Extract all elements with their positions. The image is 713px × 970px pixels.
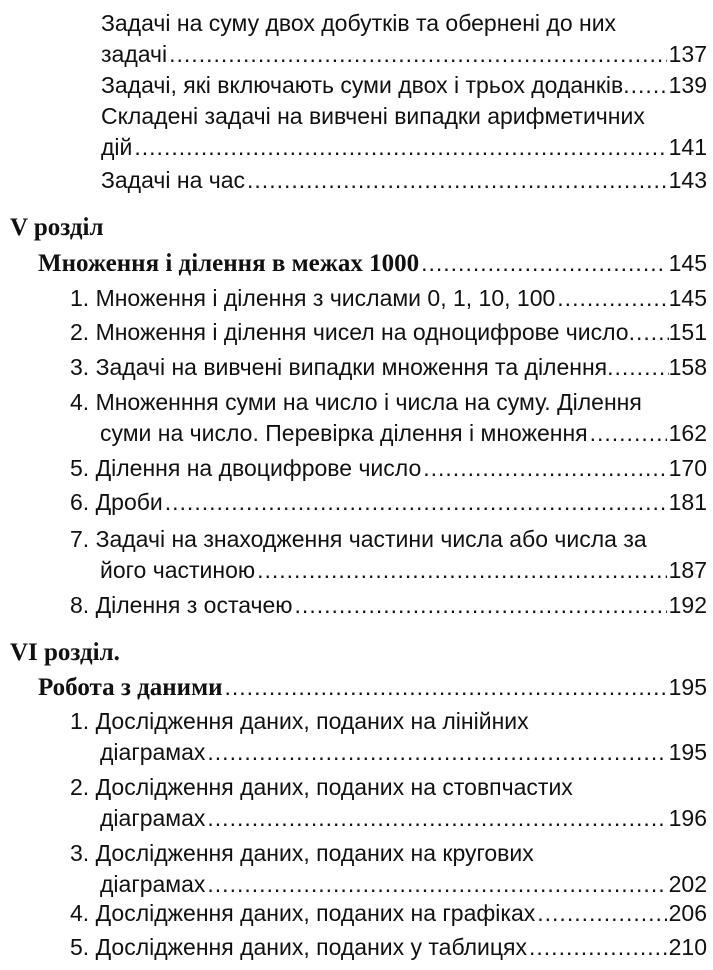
toc-entry [70, 352, 707, 383]
toc-entry [70, 590, 707, 621]
toc-entry [70, 487, 707, 518]
toc-entry-text: 4. Множенння суми на число і числа на суму. Ділення [70, 389, 642, 415]
section-title-entry [38, 672, 707, 703]
section-title-entry [38, 248, 707, 279]
dot-leader [421, 248, 667, 279]
toc-entry-text: 3. Задачі на вивчені випадки множення та ділення [70, 354, 608, 380]
page-number: 141 [668, 134, 707, 160]
dot-leader [557, 283, 666, 314]
toc-entry [70, 283, 707, 314]
toc-entry-text: дій [101, 134, 133, 160]
page-number: 195 [668, 674, 707, 700]
toc-entry-text: 5. Ділення на двоцифрове число [70, 455, 422, 481]
dot-leader [295, 590, 667, 621]
page-number: 195 [668, 739, 707, 765]
page-number: 139 [668, 72, 707, 98]
dot-leader [623, 70, 668, 101]
toc-entry-text: 1. Дослідження даних, поданих на лінійних [70, 708, 529, 734]
dot-leader [134, 132, 666, 163]
toc-entry-text: діаграмах [100, 739, 206, 765]
toc-entry-text: 8. Ділення з остачею [70, 592, 293, 618]
page-number: 158 [668, 354, 707, 380]
page-number: 210 [668, 934, 707, 960]
page-number: 145 [668, 250, 707, 276]
dot-leader [257, 555, 667, 586]
dot-leader [629, 317, 669, 348]
page-number: 187 [668, 557, 707, 583]
dot-leader [207, 737, 666, 768]
page-number: 196 [668, 805, 707, 831]
page-number: 202 [668, 871, 707, 897]
toc-entry-text: 1. Множення і ділення з числами 0, 1, 10, 100 [70, 285, 556, 311]
section-heading: V розділ [10, 214, 104, 241]
toc-entry [70, 524, 707, 586]
section-title: Робота з даними [38, 674, 223, 701]
section-title: Множення і ділення в межах 1000 [38, 250, 420, 277]
toc-entry-text: 7. Задачі на знаходження частини числа або числа за [70, 526, 647, 552]
dot-leader [207, 869, 666, 900]
toc-entry [70, 932, 707, 963]
section-heading: VI розділ. [10, 639, 120, 666]
toc-entry [101, 165, 707, 196]
page-number: 145 [668, 285, 707, 311]
dot-leader [590, 418, 667, 449]
page-number: 162 [668, 420, 707, 446]
toc-entry-text: Складені задачі на вивчені випадки арифметичних [101, 103, 645, 129]
toc-entry [70, 772, 707, 834]
toc-entry-text: 4. Дослідження даних, поданих на графіках [70, 900, 536, 926]
toc-entry-text: Задачі на суму двох добутків та обернені до них [101, 10, 617, 36]
page-number: 151 [668, 319, 707, 345]
toc-entry [70, 706, 707, 768]
dot-leader [607, 352, 669, 383]
toc-entry [70, 898, 707, 929]
toc-entry-text: 6. Дроби [70, 489, 163, 515]
toc-entry-text: діаграмах [100, 871, 206, 897]
toc-entry [70, 453, 707, 484]
dot-leader [169, 39, 666, 70]
toc-entry [70, 838, 707, 900]
toc-entry [101, 8, 707, 70]
toc-entry-text: 2. Дослідження даних, поданих на стовпчастих [70, 774, 573, 800]
toc-entry-text: суми на число. Перевірка ділення і множення [100, 420, 588, 446]
page-number: 206 [668, 900, 707, 926]
dot-leader [207, 803, 666, 834]
page-number: 181 [668, 489, 707, 515]
toc-entry-text: Задачі на час [101, 167, 246, 193]
page-number: 143 [668, 167, 707, 193]
toc-entry [101, 101, 707, 163]
page-number: 137 [668, 41, 707, 67]
toc-entry-text: Задачі, які включають суми двох і трьох доданків [101, 72, 624, 98]
dot-leader [247, 165, 667, 196]
toc-entry-text: задачі [101, 41, 168, 67]
toc-entry [70, 317, 707, 348]
toc-entry [70, 387, 707, 449]
dot-leader [423, 453, 666, 484]
toc-entry-text: 5. Дослідження даних, поданих у таблицях [70, 934, 528, 960]
toc-entry-text: його частиною [100, 557, 256, 583]
dot-leader [225, 672, 667, 703]
toc-entry-text: діаграмах [100, 805, 206, 831]
toc-entry-text: 3. Дослідження даних, поданих на кругових [70, 840, 534, 866]
toc-entry-text: 2. Множення і ділення чисел на одноцифрове число [70, 319, 629, 345]
page-number: 170 [668, 455, 707, 481]
toc-entry [101, 70, 707, 101]
dot-leader [537, 898, 666, 929]
dot-leader [529, 932, 667, 963]
dot-leader [165, 487, 667, 518]
page-number: 192 [668, 592, 707, 618]
